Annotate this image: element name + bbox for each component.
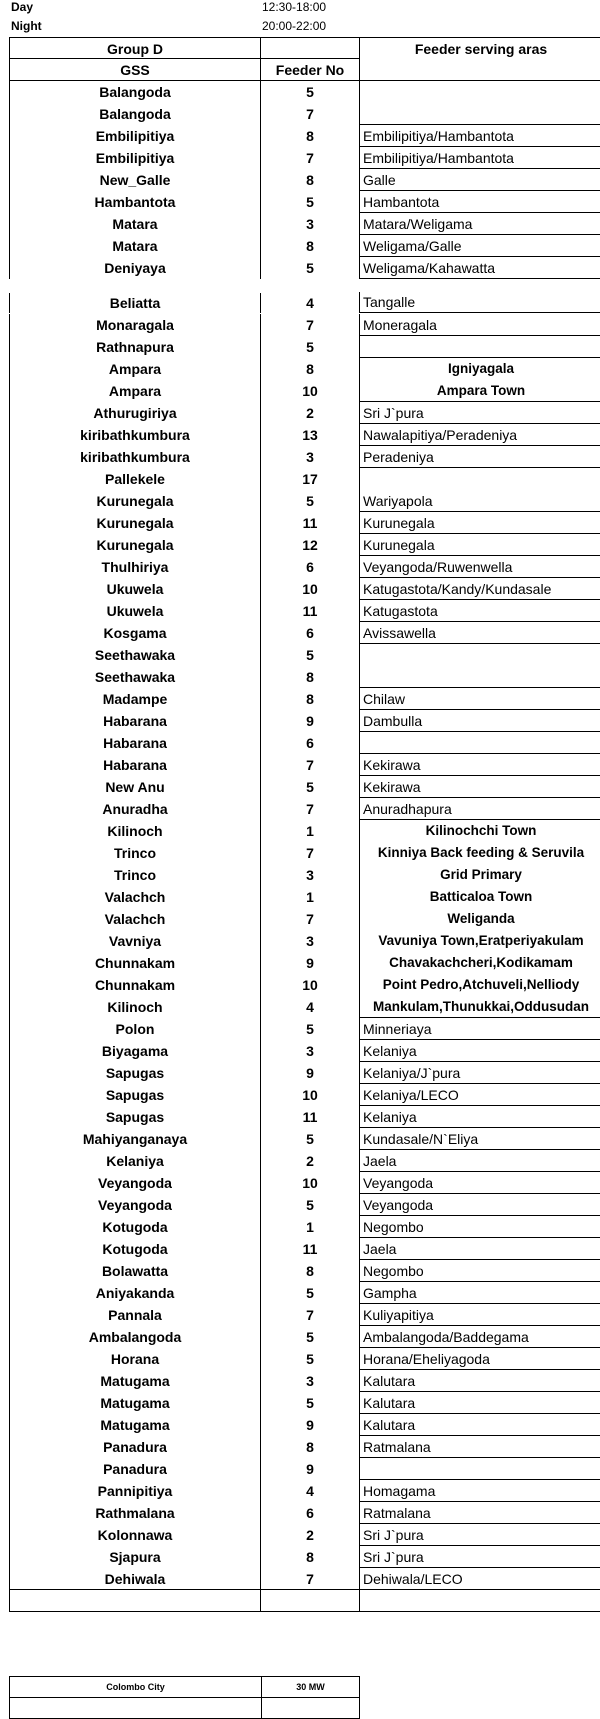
feeder-cell: 7 bbox=[260, 147, 359, 169]
feeder-cell: 8 bbox=[260, 125, 359, 147]
feeder-cell: 10 bbox=[260, 578, 359, 600]
area-cell: Ratmalana bbox=[359, 1502, 600, 1524]
gss-cell: Matara bbox=[9, 235, 260, 257]
area-cell: Minneriaya bbox=[359, 1018, 600, 1040]
feeder-cell: 9 bbox=[260, 710, 359, 732]
table-row bbox=[9, 1392, 600, 1414]
col-areas-header: Feeder serving aras bbox=[359, 38, 600, 59]
area-cell bbox=[359, 103, 600, 125]
area-cell: Embilipitiya/Hambantota bbox=[359, 147, 600, 169]
table-row bbox=[9, 103, 600, 125]
gss-cell: Veyangoda bbox=[9, 1194, 260, 1216]
feeder-cell: 7 bbox=[260, 314, 359, 336]
area-cell bbox=[359, 468, 600, 490]
group-title-spacer bbox=[260, 38, 359, 59]
gss-cell: Kilinoch bbox=[9, 820, 260, 842]
gss-cell: Kotugoda bbox=[9, 1238, 260, 1260]
feeder-cell: 11 bbox=[260, 1238, 359, 1260]
table-row bbox=[9, 578, 600, 600]
table-row bbox=[9, 842, 600, 864]
col-feeder-header: Feeder No bbox=[260, 59, 359, 80]
gss-cell: Matugama bbox=[9, 1414, 260, 1436]
col-gss-header: GSS bbox=[9, 59, 260, 80]
feeder-cell: 5 bbox=[260, 81, 359, 103]
area-cell: Chavakachcheri,Kodikamam bbox=[359, 952, 600, 974]
feeder-cell: 12 bbox=[260, 534, 359, 556]
table-row bbox=[9, 490, 600, 512]
gss-cell: Chunnakam bbox=[9, 974, 260, 996]
area-cell: Ambalangoda/Baddegama bbox=[359, 1326, 600, 1348]
gss-cell: Panadura bbox=[9, 1458, 260, 1480]
table-row bbox=[9, 1304, 600, 1326]
gss-cell: Habarana bbox=[9, 732, 260, 754]
table-row bbox=[9, 600, 600, 622]
feeder-cell: 5 bbox=[260, 490, 359, 512]
gss-cell: Seethawaka bbox=[9, 644, 260, 666]
feeder-cell: 2 bbox=[260, 1150, 359, 1172]
gss-cell: Ampara bbox=[9, 358, 260, 380]
table-row bbox=[9, 81, 600, 103]
night-label: Night bbox=[11, 19, 42, 33]
table-row bbox=[9, 402, 600, 424]
footer-load: 30 MW bbox=[261, 1677, 359, 1697]
table-row bbox=[9, 908, 600, 930]
feeder-cell: 9 bbox=[260, 952, 359, 974]
gss-cell: Kolonnawa bbox=[9, 1524, 260, 1546]
feeder-cell: 8 bbox=[260, 358, 359, 380]
gss-cell: Dehiwala bbox=[9, 1568, 260, 1589]
table-row bbox=[9, 380, 600, 402]
gss-cell: Biyagama bbox=[9, 1040, 260, 1062]
table-row bbox=[9, 1524, 600, 1546]
table-row bbox=[9, 1040, 600, 1062]
table-column-header bbox=[9, 59, 600, 81]
feeder-cell: 1 bbox=[260, 820, 359, 842]
gss-cell: Balangoda bbox=[9, 103, 260, 125]
table-row bbox=[9, 1480, 600, 1502]
gss-cell: Bolawatta bbox=[9, 1260, 260, 1282]
feeder-cell: 11 bbox=[260, 1106, 359, 1128]
area-cell bbox=[359, 644, 600, 666]
feeder-cell: 8 bbox=[260, 666, 359, 688]
gss-cell: Vavniya bbox=[9, 930, 260, 952]
table-body bbox=[9, 81, 600, 1612]
feeder-cell: 4 bbox=[260, 293, 359, 313]
table-row bbox=[9, 732, 600, 754]
feeder-cell: 7 bbox=[260, 798, 359, 820]
area-cell: Kinniya Back feeding & Seruvila bbox=[359, 842, 600, 864]
area-cell: Gampha bbox=[359, 1282, 600, 1304]
footer-empty-row bbox=[10, 1697, 359, 1718]
area-cell bbox=[359, 1590, 600, 1611]
area-cell bbox=[359, 666, 600, 688]
table-row bbox=[9, 213, 600, 235]
area-cell: Katugastota bbox=[359, 600, 600, 622]
area-cell: Veyangoda bbox=[359, 1194, 600, 1216]
gss-cell: Seethawaka bbox=[9, 666, 260, 688]
day-time: 12:30-18:00 bbox=[262, 0, 327, 14]
gss-cell: Trinco bbox=[9, 842, 260, 864]
gss-cell: Sapugas bbox=[9, 1062, 260, 1084]
feeder-cell: 10 bbox=[260, 1172, 359, 1194]
feeder-cell: 7 bbox=[260, 1568, 359, 1589]
area-cell: Kilinochchi Town bbox=[359, 820, 600, 842]
feeder-cell: 3 bbox=[260, 930, 359, 952]
gss-cell: Madampe bbox=[9, 688, 260, 710]
gss-cell: Embilipitiya bbox=[9, 147, 260, 169]
gss-cell: Rathmalana bbox=[9, 1502, 260, 1524]
day-label: Day bbox=[11, 0, 34, 14]
area-cell: Grid Primary bbox=[359, 864, 600, 886]
feeder-cell: 5 bbox=[260, 1392, 359, 1414]
gss-cell: Pannala bbox=[9, 1304, 260, 1326]
area-cell: Kelaniya/J`pura bbox=[359, 1062, 600, 1084]
feeder-cell: 3 bbox=[260, 213, 359, 235]
table-row bbox=[9, 556, 600, 578]
table-row bbox=[9, 710, 600, 732]
area-cell: Sri J`pura bbox=[359, 1524, 600, 1546]
table-row bbox=[9, 1546, 600, 1568]
area-cell: Anuradhapura bbox=[359, 798, 600, 820]
feeder-cell: 6 bbox=[260, 1502, 359, 1524]
gss-cell: Thulhiriya bbox=[9, 556, 260, 578]
gss-cell: Kurunegala bbox=[9, 490, 260, 512]
gss-cell: Chunnakam bbox=[9, 952, 260, 974]
gss-cell: Beliatta bbox=[9, 293, 260, 313]
feeder-cell: 10 bbox=[260, 974, 359, 996]
feeder-cell bbox=[260, 1590, 359, 1611]
feeder-cell: 5 bbox=[260, 644, 359, 666]
feeder-cell: 3 bbox=[260, 1040, 359, 1062]
gss-cell: Sapugas bbox=[9, 1106, 260, 1128]
gss-cell: Matugama bbox=[9, 1370, 260, 1392]
gss-cell: Polon bbox=[9, 1018, 260, 1040]
feeder-cell: 6 bbox=[260, 556, 359, 578]
area-cell: Weligama/Galle bbox=[359, 235, 600, 257]
gss-cell: Kelaniya bbox=[9, 1150, 260, 1172]
feeder-cell: 1 bbox=[260, 1216, 359, 1238]
gss-cell bbox=[9, 1590, 260, 1611]
table-row bbox=[9, 1216, 600, 1238]
gss-cell: Balangoda bbox=[9, 81, 260, 103]
feeder-cell: 10 bbox=[260, 1084, 359, 1106]
table-row bbox=[9, 776, 600, 798]
feeder-cell: 3 bbox=[260, 446, 359, 468]
table-row bbox=[9, 1106, 600, 1128]
gss-cell: Embilipitiya bbox=[9, 125, 260, 147]
table-row bbox=[9, 169, 600, 191]
table-row bbox=[9, 1326, 600, 1348]
table-row bbox=[9, 1282, 600, 1304]
area-cell: Weliganda bbox=[359, 908, 600, 930]
area-cell: Kekirawa bbox=[359, 776, 600, 798]
table-row bbox=[9, 125, 600, 147]
table-row bbox=[9, 930, 600, 952]
gss-cell: Valachch bbox=[9, 886, 260, 908]
feeder-cell: 11 bbox=[260, 512, 359, 534]
table-row bbox=[9, 235, 600, 257]
feeder-cell: 8 bbox=[260, 688, 359, 710]
table-row bbox=[9, 257, 600, 279]
gss-cell: kiribathkumbura bbox=[9, 446, 260, 468]
area-cell: Veyangoda bbox=[359, 1172, 600, 1194]
area-cell bbox=[359, 732, 600, 754]
area-cell: Kurunegala bbox=[359, 534, 600, 556]
gss-cell: Mahiyanganaya bbox=[9, 1128, 260, 1150]
area-cell: Kalutara bbox=[359, 1392, 600, 1414]
area-cell: Wariyapola bbox=[359, 490, 600, 512]
area-cell: Homagama bbox=[359, 1480, 600, 1502]
area-cell bbox=[359, 81, 600, 103]
area-cell: Chilaw bbox=[359, 688, 600, 710]
footer-row bbox=[10, 1677, 359, 1697]
gss-cell: Ukuwela bbox=[9, 578, 260, 600]
feeder-cell: 7 bbox=[260, 103, 359, 125]
table-row bbox=[9, 798, 600, 820]
table-row bbox=[9, 886, 600, 908]
area-cell bbox=[359, 1458, 600, 1480]
area-cell: Veyangoda/Ruwenwella bbox=[359, 556, 600, 578]
area-cell: Vavuniya Town,Eratperiyakulam bbox=[359, 930, 600, 952]
gss-cell: Rathnapura bbox=[9, 336, 260, 358]
feeder-cell: 10 bbox=[260, 380, 359, 402]
table-row bbox=[9, 952, 600, 974]
area-cell: Kekirawa bbox=[359, 754, 600, 776]
gss-cell: Sjapura bbox=[9, 1546, 260, 1568]
table-row bbox=[9, 820, 600, 842]
feeder-cell: 5 bbox=[260, 776, 359, 798]
feeder-cell: 5 bbox=[260, 1348, 359, 1370]
table-row bbox=[9, 446, 600, 468]
feeder-cell: 5 bbox=[260, 257, 359, 279]
feeder-cell: 8 bbox=[260, 1260, 359, 1282]
col-areas-header-spacer bbox=[359, 59, 600, 80]
night-time: 20:00-22:00 bbox=[262, 19, 327, 33]
feeder-cell: 13 bbox=[260, 424, 359, 446]
table-row bbox=[9, 191, 600, 213]
area-cell: Ampara Town bbox=[359, 380, 600, 402]
table-row bbox=[9, 1260, 600, 1282]
table-row bbox=[9, 534, 600, 556]
table-row bbox=[9, 1084, 600, 1106]
table-row bbox=[9, 996, 600, 1018]
table-row bbox=[9, 424, 600, 446]
gss-cell: Kilinoch bbox=[9, 996, 260, 1018]
table-row bbox=[9, 468, 600, 490]
gss-cell: Matugama bbox=[9, 1392, 260, 1414]
area-cell: Kelaniya bbox=[359, 1040, 600, 1062]
area-cell: Horana/Eheliyagoda bbox=[359, 1348, 600, 1370]
feeder-cell: 8 bbox=[260, 169, 359, 191]
gss-cell: Habarana bbox=[9, 754, 260, 776]
feeder-cell: 6 bbox=[260, 622, 359, 644]
table-row bbox=[9, 644, 600, 666]
table-row bbox=[9, 1414, 600, 1436]
gss-cell: New Anu bbox=[9, 776, 260, 798]
gss-cell: Kotugoda bbox=[9, 1216, 260, 1238]
gss-cell: Ukuwela bbox=[9, 600, 260, 622]
table-row bbox=[9, 1238, 600, 1260]
area-cell: Kalutara bbox=[359, 1414, 600, 1436]
table-row bbox=[9, 1018, 600, 1040]
gss-cell: Veyangoda bbox=[9, 1172, 260, 1194]
gss-cell: Athurugiriya bbox=[9, 402, 260, 424]
table-row bbox=[9, 314, 600, 336]
feeder-cell: 5 bbox=[260, 1018, 359, 1040]
feeder-cell: 7 bbox=[260, 1304, 359, 1326]
gss-cell: Deniyaya bbox=[9, 257, 260, 279]
table-row bbox=[9, 147, 600, 169]
table-row bbox=[9, 688, 600, 710]
area-cell: Ratmalana bbox=[359, 1436, 600, 1458]
area-cell: Tangalle bbox=[359, 292, 600, 313]
feeder-cell: 3 bbox=[260, 864, 359, 886]
feeder-cell: 5 bbox=[260, 1282, 359, 1304]
area-cell: Moneragala bbox=[359, 314, 600, 336]
area-cell: Avissawella bbox=[359, 622, 600, 644]
feeder-cell: 9 bbox=[260, 1458, 359, 1480]
feeder-cell: 17 bbox=[260, 468, 359, 490]
gss-cell: Pannipitiya bbox=[9, 1480, 260, 1502]
area-cell: Hambantota bbox=[359, 191, 600, 213]
area-cell: Igniyagala bbox=[359, 358, 600, 380]
feeder-cell: 7 bbox=[260, 842, 359, 864]
gss-cell: Hambantota bbox=[9, 191, 260, 213]
area-cell: Galle bbox=[359, 169, 600, 191]
footer-table bbox=[9, 1676, 360, 1719]
area-cell: Peradeniya bbox=[359, 446, 600, 468]
table-row bbox=[9, 622, 600, 644]
feeder-cell: 5 bbox=[260, 1326, 359, 1348]
table-row bbox=[9, 512, 600, 534]
area-cell: Kelaniya bbox=[359, 1106, 600, 1128]
table-row bbox=[9, 1194, 600, 1216]
area-cell: Point Pedro,Atchuveli,Nelliody bbox=[359, 974, 600, 996]
feeder-cell: 8 bbox=[260, 1546, 359, 1568]
feeder-cell: 8 bbox=[260, 1436, 359, 1458]
gss-cell: Panadura bbox=[9, 1436, 260, 1458]
area-cell: Negombo bbox=[359, 1260, 600, 1282]
gss-cell: Kurunegala bbox=[9, 512, 260, 534]
feeder-cell: 5 bbox=[260, 1128, 359, 1150]
gss-cell: Valachch bbox=[9, 908, 260, 930]
gss-cell: Ambalangoda bbox=[9, 1326, 260, 1348]
area-cell: Negombo bbox=[359, 1216, 600, 1238]
table-row bbox=[9, 754, 600, 776]
table-row bbox=[9, 1502, 600, 1524]
area-cell: Nawalapitiya/Peradeniya bbox=[359, 424, 600, 446]
gss-cell: Matara bbox=[9, 213, 260, 235]
table-row bbox=[9, 1062, 600, 1084]
feeder-cell: 5 bbox=[260, 191, 359, 213]
footer-city: Colombo City bbox=[106, 1682, 165, 1692]
table-row bbox=[9, 1128, 600, 1150]
table-row bbox=[9, 974, 600, 996]
gss-cell: Habarana bbox=[9, 710, 260, 732]
feeder-cell: 7 bbox=[260, 754, 359, 776]
feeder-cell: 9 bbox=[260, 1414, 359, 1436]
table-row bbox=[9, 666, 600, 688]
footer-empty-cell bbox=[261, 1698, 359, 1718]
area-cell: Mankulam,Thunukkai,Oddusudan bbox=[359, 996, 600, 1018]
feeder-cell: 1 bbox=[260, 886, 359, 908]
area-cell: Dambulla bbox=[359, 710, 600, 732]
table-row bbox=[9, 1370, 600, 1392]
area-cell: Embilipitiya/Hambantota bbox=[359, 125, 600, 147]
gss-cell: kiribathkumbura bbox=[9, 424, 260, 446]
area-cell: Sri J`pura bbox=[359, 402, 600, 424]
area-cell bbox=[359, 336, 600, 358]
table-row bbox=[9, 1568, 600, 1590]
feeder-cell: 2 bbox=[260, 1524, 359, 1546]
area-cell: Kurunegala bbox=[359, 512, 600, 534]
feeder-cell: 7 bbox=[260, 908, 359, 930]
table-row bbox=[9, 336, 600, 358]
table-row bbox=[9, 1436, 600, 1458]
gss-cell: Monaragala bbox=[9, 314, 260, 336]
feeder-cell: 5 bbox=[260, 336, 359, 358]
feeder-cell: 4 bbox=[260, 1480, 359, 1502]
table-row bbox=[9, 1348, 600, 1370]
footer-empty-cell bbox=[10, 1698, 261, 1718]
gss-cell: Kurunegala bbox=[9, 534, 260, 556]
area-cell: Batticaloa Town bbox=[359, 886, 600, 908]
gss-cell: Horana bbox=[9, 1348, 260, 1370]
area-cell: Jaela bbox=[359, 1150, 600, 1172]
table-row bbox=[9, 864, 600, 886]
feeder-cell: 2 bbox=[260, 402, 359, 424]
area-cell: Kelaniya/LECO bbox=[359, 1084, 600, 1106]
table-row bbox=[9, 1150, 600, 1172]
area-cell: Dehiwala/LECO bbox=[359, 1568, 600, 1589]
area-cell: Sri J`pura bbox=[359, 1546, 600, 1568]
table-group-header bbox=[9, 37, 600, 59]
area-cell: Kalutara bbox=[359, 1370, 600, 1392]
table-row bbox=[9, 358, 600, 380]
feeder-cell: 9 bbox=[260, 1062, 359, 1084]
area-cell: Weligama/Kahawatta bbox=[359, 257, 600, 279]
feeder-cell: 5 bbox=[260, 1194, 359, 1216]
feeder-cell: 11 bbox=[260, 600, 359, 622]
table-row bbox=[9, 1458, 600, 1480]
area-cell: Kundasale/N`Eliya bbox=[359, 1128, 600, 1150]
table-row bbox=[9, 1172, 600, 1194]
feeder-cell: 3 bbox=[260, 1370, 359, 1392]
feeder-cell: 6 bbox=[260, 732, 359, 754]
gss-cell: Ampara bbox=[9, 380, 260, 402]
area-cell: Matara/Weligama bbox=[359, 213, 600, 235]
gss-cell: Pallekele bbox=[9, 468, 260, 490]
area-cell: Katugastota/Kandy/Kundasale bbox=[359, 578, 600, 600]
table-row bbox=[9, 279, 600, 314]
feeder-cell: 8 bbox=[260, 235, 359, 257]
feeder-table bbox=[9, 37, 600, 1612]
gss-cell: Sapugas bbox=[9, 1084, 260, 1106]
area-cell: Jaela bbox=[359, 1238, 600, 1260]
gss-cell: Aniyakanda bbox=[9, 1282, 260, 1304]
group-title: Group D bbox=[9, 38, 260, 59]
gss-cell: Trinco bbox=[9, 864, 260, 886]
table-row bbox=[9, 1590, 600, 1612]
gss-cell: Kosgama bbox=[9, 622, 260, 644]
gss-cell: Anuradha bbox=[9, 798, 260, 820]
feeder-cell: 4 bbox=[260, 996, 359, 1018]
area-cell: Kuliyapitiya bbox=[359, 1304, 600, 1326]
gss-cell: New_Galle bbox=[9, 169, 260, 191]
